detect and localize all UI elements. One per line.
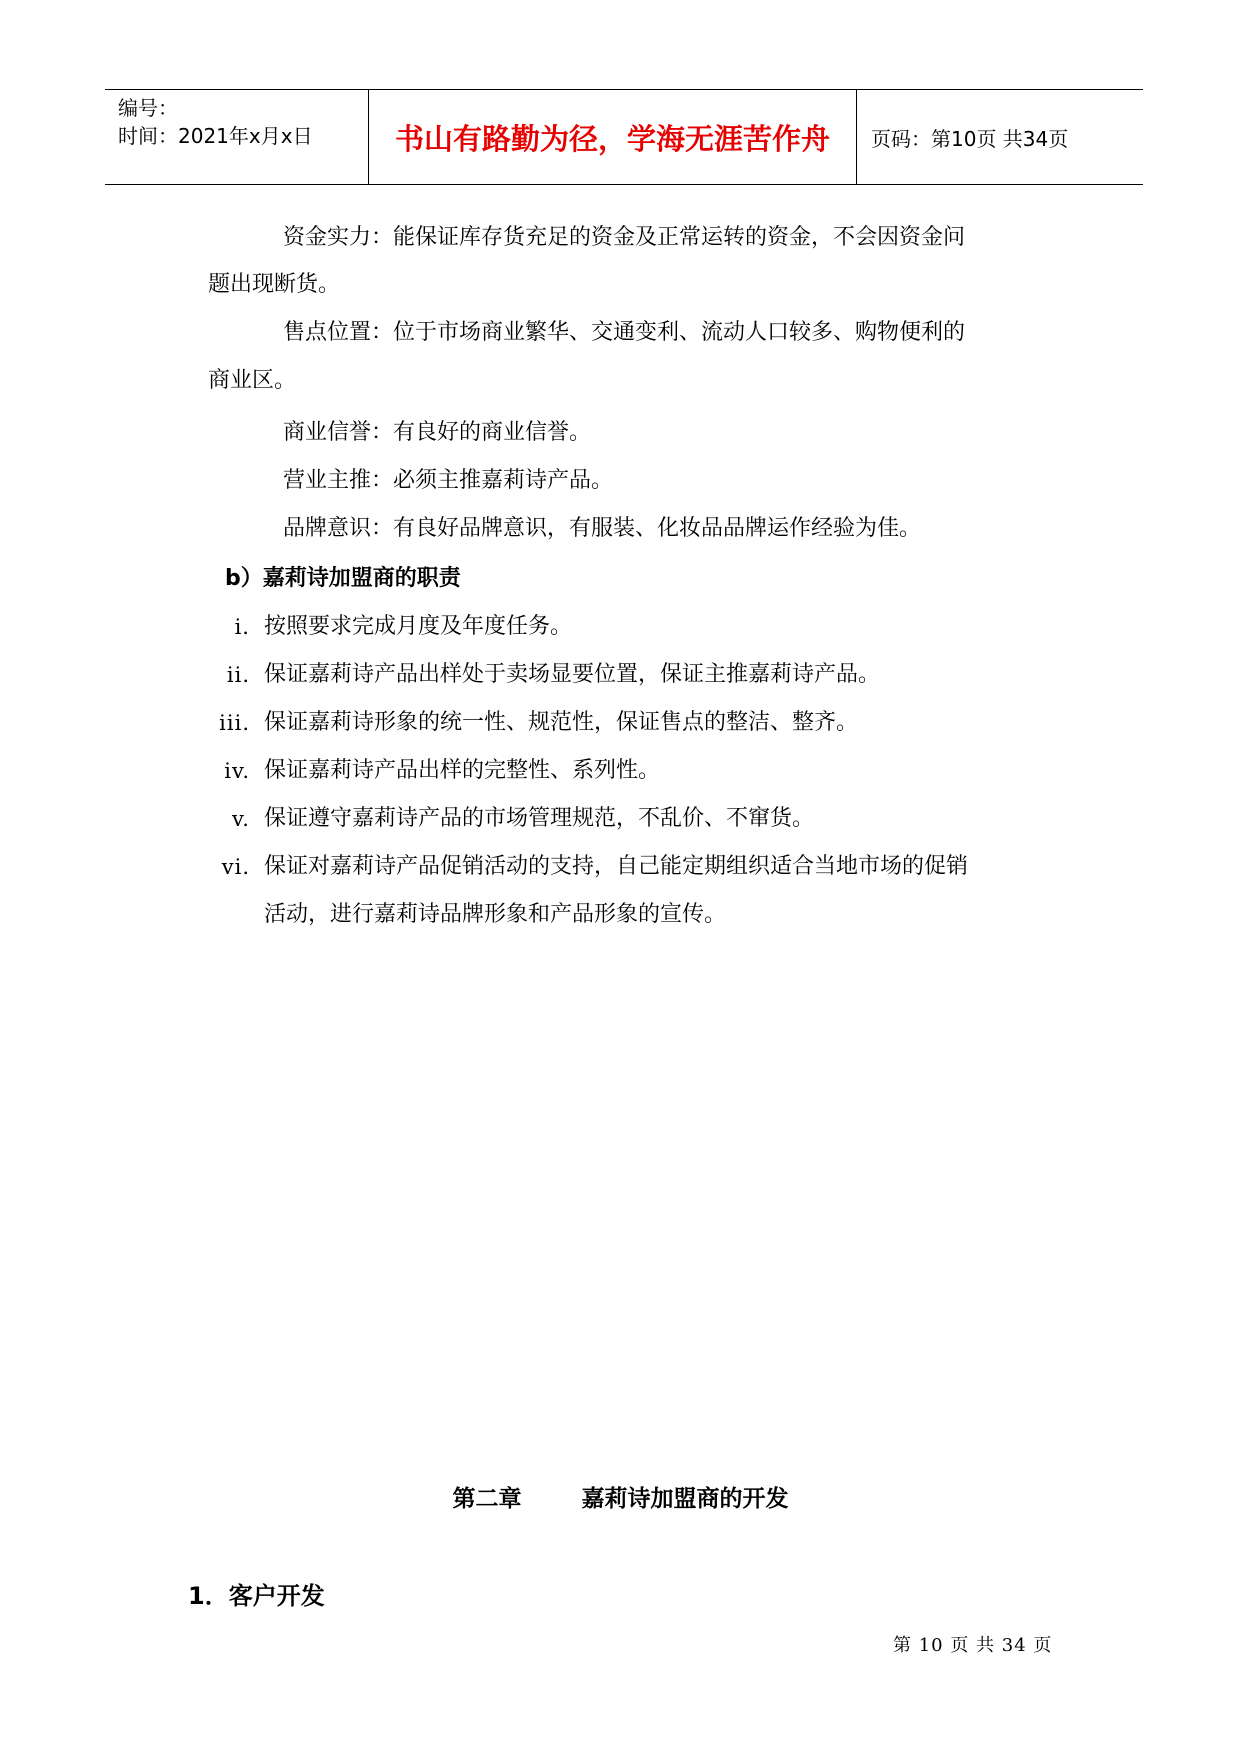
list-item-number: iii.	[219, 711, 250, 735]
list-item-continuation: 活动，进行嘉莉诗品牌形象和产品形象的宣传。	[264, 902, 727, 927]
paragraph-capital-line1: 资金实力：能保证库存货充足的资金及正常运转的资金，不会因资金问	[283, 225, 966, 250]
list-item-number: v.	[231, 807, 250, 831]
header-info-cell	[105, 90, 369, 184]
paragraph-brand-awareness: 品牌意识：有良好品牌意识，有服装、化妆品品牌运作经验为佳。	[283, 516, 922, 541]
chapter-title: 嘉莉诗加盟商的开发	[581, 1486, 789, 1512]
page-header	[105, 89, 1143, 185]
section-heading: 1．客户开发	[188, 1582, 325, 1610]
list-item-number: iv.	[224, 759, 250, 783]
paragraph-capital-line2: 题出现断货。	[208, 272, 341, 297]
paragraph-location-line2: 商业区。	[208, 368, 297, 393]
page-footer: 第 10 页 共 34 页	[893, 1635, 1053, 1656]
list-item-text: 保证嘉莉诗产品出样处于卖场显要位置，保证主推嘉莉诗产品。	[264, 662, 881, 687]
list-item-text: 保证对嘉莉诗产品促销活动的支持，自己能定期组织适合当地市场的促销	[264, 854, 969, 879]
list-item-text: 保证嘉莉诗形象的统一性、规范性，保证售点的整洁、整齐。	[264, 710, 859, 735]
list-item-text: 保证遵守嘉莉诗产品的市场管理规范，不乱价、不窜货。	[264, 806, 815, 831]
list-item-text: 按照要求完成月度及年度任务。	[264, 614, 573, 639]
paragraph-reputation: 商业信誉：有良好的商业信誉。	[283, 420, 592, 445]
document-number-label: 编号：	[118, 96, 178, 120]
subheading-responsibilities: b）嘉莉诗加盟商的职责	[225, 566, 461, 591]
list-item-number: ii.	[226, 663, 250, 687]
list-item-text: 保证嘉莉诗产品出样的完整性、系列性。	[264, 758, 661, 783]
list-item-number: vi.	[221, 855, 250, 879]
paragraph-promotion: 营业主推：必须主推嘉莉诗产品。	[283, 468, 614, 493]
paragraph-location-line1: 售点位置：位于市场商业繁华、交通变利、流动人口较多、购物便利的	[283, 320, 966, 345]
header-page-info: 页码：第10页 共34页	[871, 126, 1069, 151]
document-time-label: 时间：2021年x月x日	[118, 124, 313, 148]
chapter-number: 第二章	[452, 1486, 522, 1512]
list-item-number: i.	[234, 615, 250, 639]
chapter-heading	[0, 1480, 1241, 1513]
header-motto: 书山有路勤为径，学海无涯苦作舟	[369, 90, 857, 184]
